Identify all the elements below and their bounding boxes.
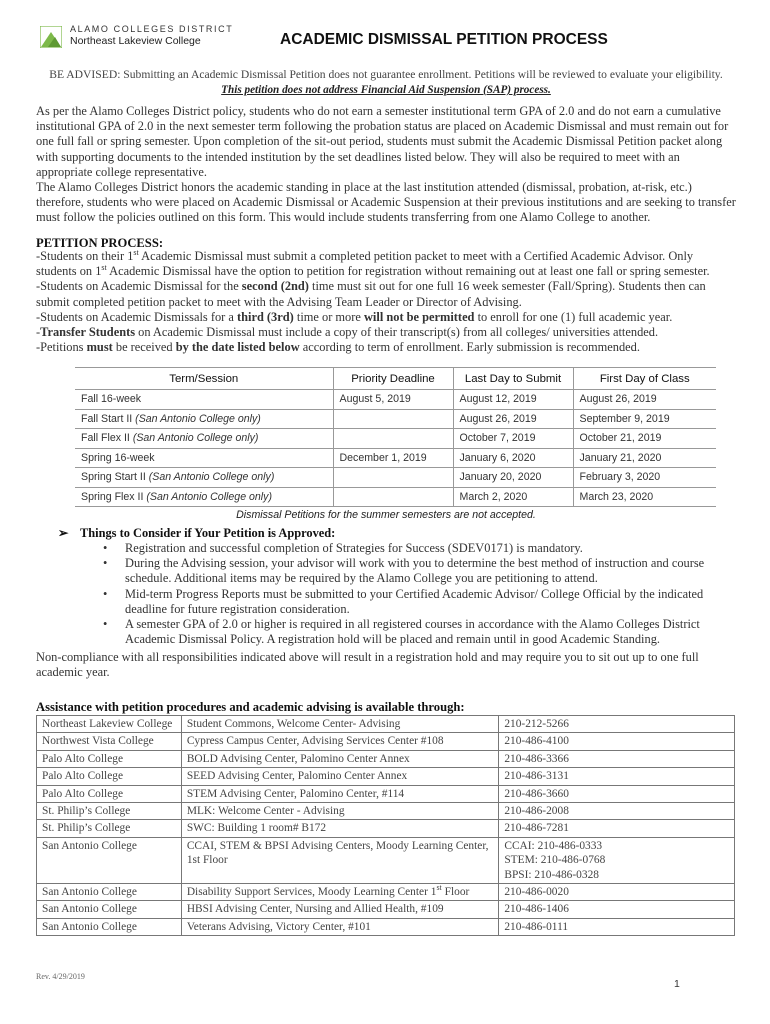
- assistance-row: [37, 716, 735, 733]
- rule-first-dismissal: -Students on their 1st Academic Dismissal must submit a completed petition packet to meet with a Certified Academic Advisor. Only students on 1st Academic Dismissal have the option to petition for registration without remaining out at least one fall or spring semester.: [36, 247, 710, 279]
- consider-item: • A semester GPA of 2.0 or higher is required in all registered courses in accordance with the Alamo Colleges District Academic Dismissal Policy. A registration hold will be placed and remain until in good Academic Standing.: [103, 617, 700, 647]
- bullet-icon: •: [103, 617, 108, 632]
- assistance-row: [37, 768, 735, 785]
- deadline-row: [75, 487, 716, 507]
- header-priority: Priority Deadline: [333, 368, 453, 390]
- cell-last-day: August 26, 2019: [453, 409, 573, 429]
- arrow-bullet-icon: ➢: [58, 526, 69, 540]
- cell-college: San Antonio College: [37, 918, 182, 935]
- petition-rules: [36, 249, 736, 355]
- rule-second-dismissal: -Students on Academic Dismissal for the second (2nd) time must sit out for one full 16 week semester (Fall/Spring). Students then can submit completed petition packet to meet with the Advising Team Leader or Director of Advising.: [36, 279, 706, 309]
- cell-college: San Antonio College: [37, 884, 182, 901]
- cell-first-day: March 23, 2020: [573, 487, 716, 507]
- cell-priority: [333, 487, 453, 507]
- cell-term: Fall 16-week: [75, 390, 333, 410]
- cell-location: STEM Advising Center, Palomino Center, #114: [181, 785, 499, 802]
- cell-last-day: October 7, 2019: [453, 429, 573, 449]
- petition-process-heading: PETITION PROCESS:: [36, 236, 164, 250]
- summer-note: Dismissal Petitions for the summer semesters are not accepted.: [236, 509, 536, 521]
- bullet-icon: •: [103, 586, 108, 601]
- cell-college: San Antonio College: [37, 837, 182, 883]
- cell-priority: [333, 429, 453, 449]
- cell-phone: 210-486-3366: [499, 750, 735, 767]
- cell-college: Palo Alto College: [37, 785, 182, 802]
- cell-first-day: February 3, 2020: [573, 468, 716, 488]
- logo-college-name: Northeast Lakeview College: [70, 35, 201, 47]
- header-last-day: Last Day to Submit: [453, 368, 573, 390]
- consider-item: • Registration and successful completion of Strategies for Success (SDEV0171) is mandatory.: [103, 541, 583, 555]
- cell-location: Student Commons, Welcome Center- Advising: [181, 716, 499, 733]
- rule-deadline: -Petitions must be received by the date listed below according to term of enrollment. Early submission is recommended.: [36, 340, 640, 355]
- consider-list: [103, 541, 743, 647]
- cell-phone: 210-486-0020: [499, 884, 735, 901]
- advisory-sap-notice: This petition does not address Financial Aid Suspension (SAP) process.: [221, 84, 551, 96]
- assistance-row: [37, 884, 735, 901]
- page-number: 1: [674, 978, 680, 990]
- cell-last-day: January 20, 2020: [453, 468, 573, 488]
- cell-phone: 210-486-0111: [499, 918, 735, 935]
- cell-college: Northeast Lakeview College: [37, 716, 182, 733]
- cell-priority: [333, 409, 453, 429]
- assistance-row: [37, 733, 735, 750]
- deadline-table: [75, 367, 716, 507]
- noncompliance-note: Non-compliance with all responsibilities indicated above will result in a registration hold and may require you to sit out up to one full academic year.: [36, 650, 699, 680]
- cell-first-day: September 9, 2019: [573, 409, 716, 429]
- cell-college: Palo Alto College: [37, 750, 182, 767]
- cell-location: MLK: Welcome Center - Advising: [181, 803, 499, 820]
- deadline-row: [75, 409, 716, 429]
- cell-phone: 210-486-4100: [499, 733, 735, 750]
- rule-third-dismissal: -Students on Academic Dismissals for a third (3rd) time or more will not be permitted to enroll for one (1) full academic year.: [36, 309, 673, 324]
- cell-phone: 210-486-3660: [499, 785, 735, 802]
- cell-priority: August 5, 2019: [333, 390, 453, 410]
- cell-location: Veterans Advising, Victory Center, #101: [181, 918, 499, 935]
- consider-item: • Mid-term Progress Reports must be submitted to your Certified Academic Advisor/ College Official by the indicated deadline for future registration consideration.: [103, 586, 704, 616]
- cell-phone: 210-486-7281: [499, 820, 735, 837]
- cell-location: SEED Advising Center, Palomino Center Annex: [181, 768, 499, 785]
- cell-phone: 210-486-3131: [499, 768, 735, 785]
- cell-phone: CCAI: 210-486-0333 STEM: 210-486-0768 BPSI: 210-486-0328: [499, 837, 735, 883]
- cell-location: CCAI, STEM & BPSI Advising Centers, Moody Learning Center, 1st Floor: [181, 837, 499, 883]
- cell-priority: [333, 468, 453, 488]
- cell-first-day: October 21, 2019: [573, 429, 716, 449]
- cell-location: BOLD Advising Center, Palomino Center Annex: [181, 750, 499, 767]
- rule-transfer-students: -Transfer Students on Academic Dismissal must include a copy of their transcript(s) from all colleges/ universities attended.: [36, 325, 659, 340]
- cell-college: Northwest Vista College: [37, 733, 182, 750]
- consider-heading: ➢ Things to Consider if Your Petition is Approved:: [58, 526, 336, 540]
- bullet-icon: •: [103, 541, 108, 555]
- cell-last-day: August 12, 2019: [453, 390, 573, 410]
- assistance-row: [37, 785, 735, 802]
- assistance-row: [37, 837, 735, 883]
- cell-first-day: August 26, 2019: [573, 390, 716, 410]
- advisory-notice: BE ADVISED: Submitting an Academic Dismissal Petition does not guarantee enrollment. Petitions will be reviewed to evaluate your eligibility.: [49, 68, 723, 81]
- cell-term: Fall Start II (San Antonio College only): [75, 409, 333, 429]
- cell-term: Spring 16-week: [75, 448, 333, 468]
- header-first-day: First Day of Class: [573, 368, 716, 390]
- deadline-row: [75, 429, 716, 449]
- assistance-row: [37, 918, 735, 935]
- assistance-row: [37, 750, 735, 767]
- assistance-row: [37, 803, 735, 820]
- cell-location: HBSI Advising Center, Nursing and Allied Health, #109: [181, 901, 499, 918]
- intro-paragraph-transfer: The Alamo Colleges District honors the academic standing in place at the last institution attended (dismissal, probation, at-risk, etc.) therefore, students who were placed on Academic Dismissal or Academic Suspension at their previous institutions and are seeking to transfer must follow the policies outlined on this form. This would include students transferring from one Alamo College to another.: [36, 180, 736, 225]
- deadline-row: [75, 468, 716, 488]
- deadline-table-header: [75, 368, 716, 390]
- cell-college: Palo Alto College: [37, 768, 182, 785]
- cell-term: Spring Flex II (San Antonio College only): [75, 487, 333, 507]
- cell-phone: 210-212-5266: [499, 716, 735, 733]
- page-title: ACADEMIC DISMISSAL PETITION PROCESS: [280, 31, 608, 48]
- deadline-row: [75, 390, 716, 410]
- header-term: Term/Session: [75, 368, 333, 390]
- cell-location: SWC: Building 1 room# B172: [181, 820, 499, 837]
- cell-term: Spring Start II (San Antonio College only): [75, 468, 333, 488]
- cell-location: Cypress Campus Center, Advising Services Center #108: [181, 733, 499, 750]
- cell-last-day: January 6, 2020: [453, 448, 573, 468]
- cell-college: San Antonio College: [37, 901, 182, 918]
- cell-phone: 210-486-2008: [499, 803, 735, 820]
- deadline-row: [75, 448, 716, 468]
- revision-date: Rev. 4/29/2019: [36, 972, 85, 981]
- assistance-row: [37, 901, 735, 918]
- cell-location: Disability Support Services, Moody Learning Center 1st Floor: [181, 884, 499, 901]
- cell-priority: December 1, 2019: [333, 448, 453, 468]
- cell-term: Fall Flex II (San Antonio College only): [75, 429, 333, 449]
- cell-college: St. Philip’s College: [37, 803, 182, 820]
- cell-last-day: March 2, 2020: [453, 487, 573, 507]
- consider-item: • During the Advising session, your advisor will work with you to determine the best method of instruction and course schedule. Additional items may be required by the Alamo College you are petitioning to attend.: [103, 556, 705, 586]
- cell-phone: 210-486-1406: [499, 901, 735, 918]
- cell-college: St. Philip’s College: [37, 820, 182, 837]
- assistance-heading: Assistance with petition procedures and academic advising is available through:: [36, 700, 465, 714]
- logo-district-name: ALAMO COLLEGES DISTRICT: [70, 24, 234, 34]
- cell-first-day: January 21, 2020: [573, 448, 716, 468]
- assistance-table: [36, 715, 735, 936]
- bullet-icon: •: [103, 556, 108, 571]
- intro-paragraph-policy: As per the Alamo Colleges District policy, students who do not earn a semester institutional term GPA of 2.0 and do not earn a cumulative institutional GPA of 2.0 in the next semester term following the probation status are placed on Academic Dismissal and must remain out for one full fall or spring semester. Upon completion of the sit-out period, students must submit the Academic Dismissal Petition packet along with supporting documents to the intended institution by the set deadlines listed below. They will also be required to meet with an appropriate college representative.: [36, 104, 729, 179]
- assistance-row: [37, 820, 735, 837]
